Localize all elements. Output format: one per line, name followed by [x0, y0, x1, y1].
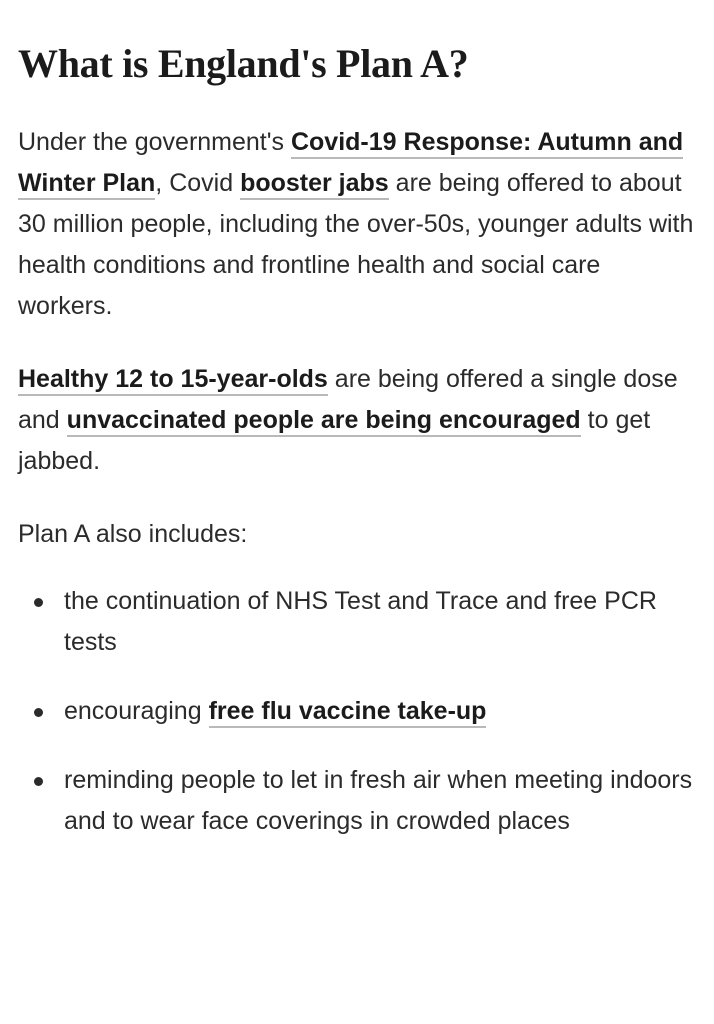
- text-segment: , Covid: [155, 169, 241, 197]
- plan-a-list: [18, 581, 696, 842]
- link-covid-19-response-plan[interactable]: Covid-19 Response: Autumn and Winter Plan: [18, 128, 683, 200]
- link-unvaccinated-people-encouraged[interactable]: unvaccinated people are being encouraged: [67, 406, 581, 437]
- paragraph-plan-a-also-includes: Plan A also includes:: [18, 520, 248, 548]
- paragraph-plan-a-intro: [18, 122, 696, 327]
- text-segment: the continuation of NHS Test and Trace and free PCR tests: [64, 587, 657, 656]
- text-segment: are being offered to about 30 million people, including the over-50s, younger adults with health conditions and frontline health and social care workers.: [18, 169, 694, 320]
- page-title: What is England's Plan A?: [18, 41, 469, 86]
- paragraph-young-people: [18, 359, 696, 482]
- text-segment: are being offered a single dose and: [18, 365, 678, 434]
- link-free-flu-vaccine-take-up[interactable]: free flu vaccine take-up: [209, 697, 487, 728]
- text-segment: encouraging: [64, 697, 209, 725]
- text-segment: reminding people to let in fresh air when meeting indoors and to wear face coverings in crowded places: [64, 766, 693, 835]
- link-healthy-12-to-15-year-olds[interactable]: Healthy 12 to 15-year-olds: [18, 365, 328, 396]
- text-segment: to get jabbed.: [18, 406, 651, 475]
- list-item: [18, 760, 696, 842]
- list-item: [18, 581, 696, 663]
- link-booster-jabs[interactable]: booster jabs: [240, 169, 389, 200]
- text-segment: Under the government's: [18, 128, 291, 156]
- list-item: [18, 691, 696, 732]
